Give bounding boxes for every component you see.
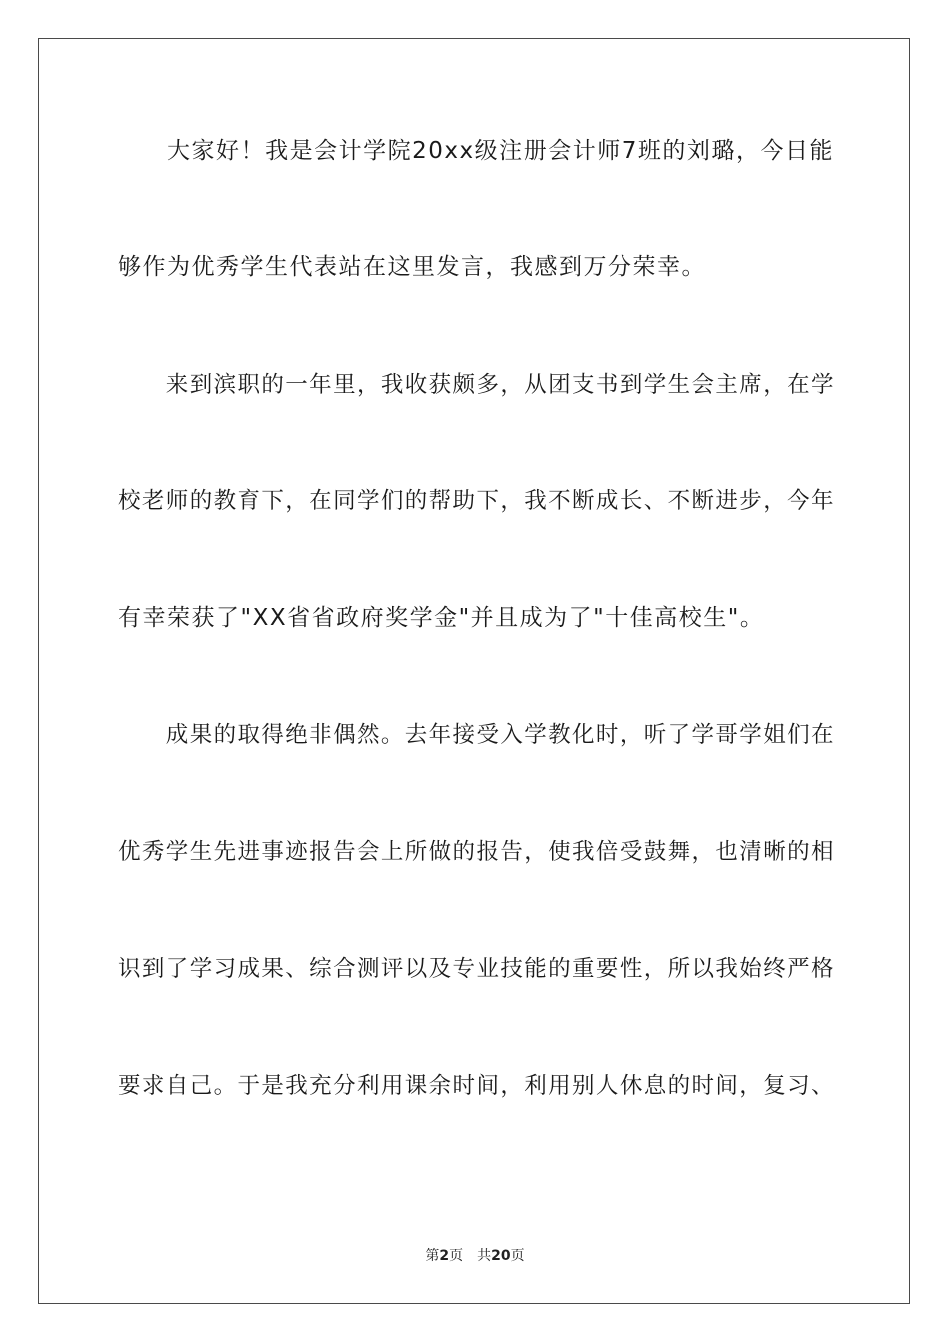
paragraph-2-line-2: 校老师的教育下，在同学们的帮助下，我不断成长、不断进步，今年 bbox=[118, 488, 834, 514]
paragraph-2-line-3: 有幸荣获了"XX省省政府奖学金"并且成为了"十佳高校生"。 bbox=[118, 605, 765, 631]
paragraph-3-line-2: 优秀学生先进事迹报告会上所做的报告，使我倍受鼓舞，也清晰的相 bbox=[118, 839, 834, 865]
paragraph-1-line-1: 大家好！我是会计学院20xx级注册会计师7班的刘璐，今日能 bbox=[118, 138, 834, 164]
total-pages: 20 bbox=[491, 1248, 511, 1264]
paragraph-3-line-3: 识到了学习成果、综合测评以及专业技能的重要性，所以我始终严格 bbox=[118, 956, 834, 982]
page-prefix: 第 bbox=[425, 1248, 440, 1264]
page-footer bbox=[0, 1246, 950, 1266]
total-prefix: 共 bbox=[477, 1248, 492, 1264]
page-border bbox=[38, 38, 910, 1304]
total-suffix: 页 bbox=[510, 1248, 525, 1264]
paragraph-3-line-4: 要求自己。于是我充分利用课余时间，利用别人休息的时间，复习、 bbox=[118, 1073, 834, 1099]
paragraph-3-line-1: 成果的取得绝非偶然。去年接受入学教化时，听了学哥学姐们在 bbox=[118, 722, 834, 748]
page-number: 2 bbox=[439, 1248, 450, 1264]
page-suffix: 页 bbox=[449, 1248, 464, 1264]
paragraph-1-line-2: 够作为优秀学生代表站在这里发言，我感到万分荣幸。 bbox=[118, 254, 706, 280]
paragraph-2-line-1: 来到滨职的一年里，我收获颇多，从团支书到学生会主席，在学 bbox=[118, 372, 834, 398]
